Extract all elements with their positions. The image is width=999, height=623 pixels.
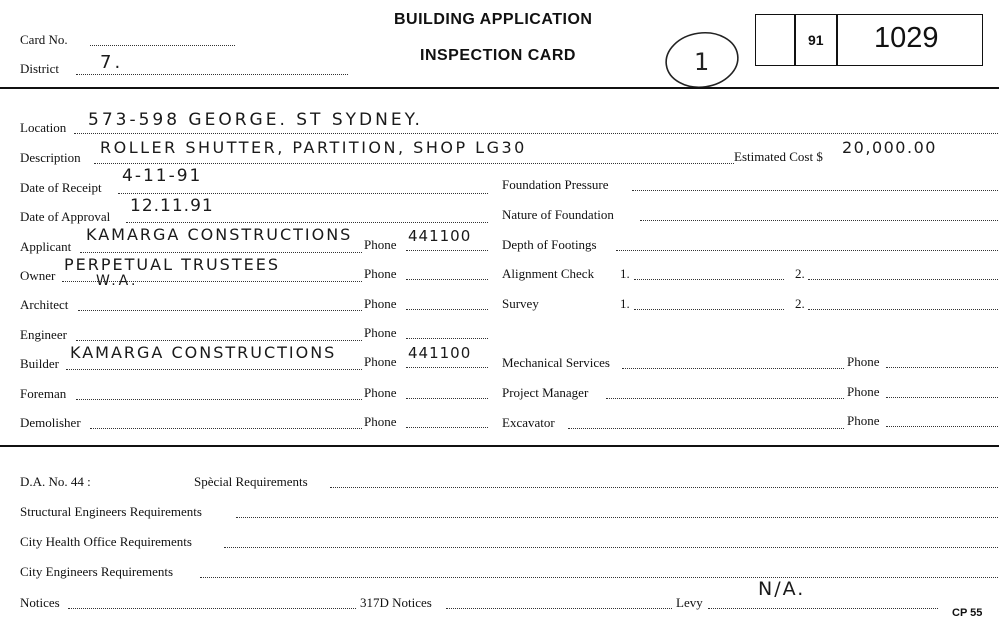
survey-1-label: 1. (620, 296, 630, 311)
engineer-phone-label: Phone (364, 325, 397, 340)
description-label: Description (20, 150, 81, 165)
excavator-phone-label: Phone (847, 413, 880, 428)
description-value: ROLLER SHUTTER, PARTITION, SHOP LG30 (100, 138, 527, 157)
applicant-phone-label: Phone (364, 237, 397, 252)
engineer-label: Engineer (20, 327, 67, 342)
date-receipt-label: Date of Receipt (20, 180, 102, 195)
foundation-pressure-label: Foundation Pressure (502, 177, 609, 192)
special-requirements-label: Spècial Requirements (194, 474, 308, 489)
estimated-cost-label: Estimated Cost $ (734, 149, 823, 164)
applicant-label: Applicant (20, 239, 72, 254)
date-approval-label: Date of Approval (20, 209, 111, 224)
owner-value-line2: W.A. (96, 273, 139, 289)
box-card-number: 1029 (874, 22, 939, 54)
depth-footings-label: Depth of Footings (502, 237, 597, 252)
foreman-phone-label: Phone (364, 385, 397, 400)
structural-requirements-label: Structural Engineers Requirements (20, 504, 202, 519)
title-line-2: INSPECTION CARD (420, 47, 576, 64)
location-value: 573-598 GEORGE. ST SYDNEY. (88, 110, 423, 130)
circled-mark-text: 1 (694, 48, 710, 76)
owner-value: PERPETUAL TRUSTEES (64, 255, 280, 274)
district-label: District (20, 61, 59, 76)
builder-value: KAMARGA CONSTRUCTIONS (70, 343, 337, 362)
levy-label: Levy (676, 595, 703, 610)
applicant-phone-value: 441100 (408, 227, 472, 245)
alignment-2-label: 2. (795, 266, 805, 281)
owner-phone-label: Phone (364, 266, 397, 281)
notices-label: Notices (20, 595, 60, 610)
builder-phone-value: 441100 (408, 344, 472, 362)
main-divider (0, 445, 999, 447)
location-label: Location (20, 120, 67, 135)
alignment-1-label: 1. (620, 266, 630, 281)
survey-label: Survey (502, 296, 539, 311)
applicant-value: KAMARGA CONSTRUCTIONS (86, 225, 353, 244)
title-line-1: BUILDING APPLICATION (394, 11, 593, 28)
demolisher-phone-label: Phone (364, 414, 397, 429)
architect-phone-label: Phone (364, 296, 397, 311)
health-requirements-label: City Health Office Requirements (20, 534, 192, 549)
mechanical-phone-label: Phone (847, 354, 880, 369)
nature-foundation-label: Nature of Foundation (502, 207, 614, 222)
survey-2-label: 2. (795, 296, 805, 311)
reference-box (755, 14, 983, 66)
card-no-line (90, 45, 235, 46)
builder-label: Builder (20, 356, 59, 371)
card-no-label: Card No. (20, 32, 68, 47)
circled-mark (662, 28, 746, 90)
mechanical-label: Mechanical Services (502, 355, 610, 370)
levy-value: N/A. (758, 578, 806, 600)
architect-label: Architect (20, 297, 69, 312)
owner-label: Owner (20, 268, 56, 283)
project-manager-phone-label: Phone (847, 384, 880, 399)
date-approval-value: 12.11.91 (130, 196, 214, 216)
foreman-label: Foreman (20, 386, 67, 401)
box-small-number: 91 (808, 32, 824, 48)
date-receipt-value: 4-11-91 (122, 166, 203, 186)
da-no-label: D.A. No. 44 : (20, 474, 91, 489)
header-divider (0, 87, 999, 89)
form-code: CP 55 (952, 607, 983, 619)
estimated-cost-value: 20,000.00 (842, 138, 937, 157)
excavator-label: Excavator (502, 415, 555, 430)
notices-317d-label: 317D Notices (360, 595, 432, 610)
district-value: 7. (100, 52, 124, 73)
alignment-check-label: Alignment Check (502, 266, 595, 281)
city-engineers-label: City Engineers Requirements (20, 564, 174, 579)
district-line (76, 74, 348, 75)
project-manager-label: Project Manager (502, 385, 589, 400)
builder-phone-label: Phone (364, 354, 397, 369)
demolisher-label: Demolisher (20, 415, 81, 430)
